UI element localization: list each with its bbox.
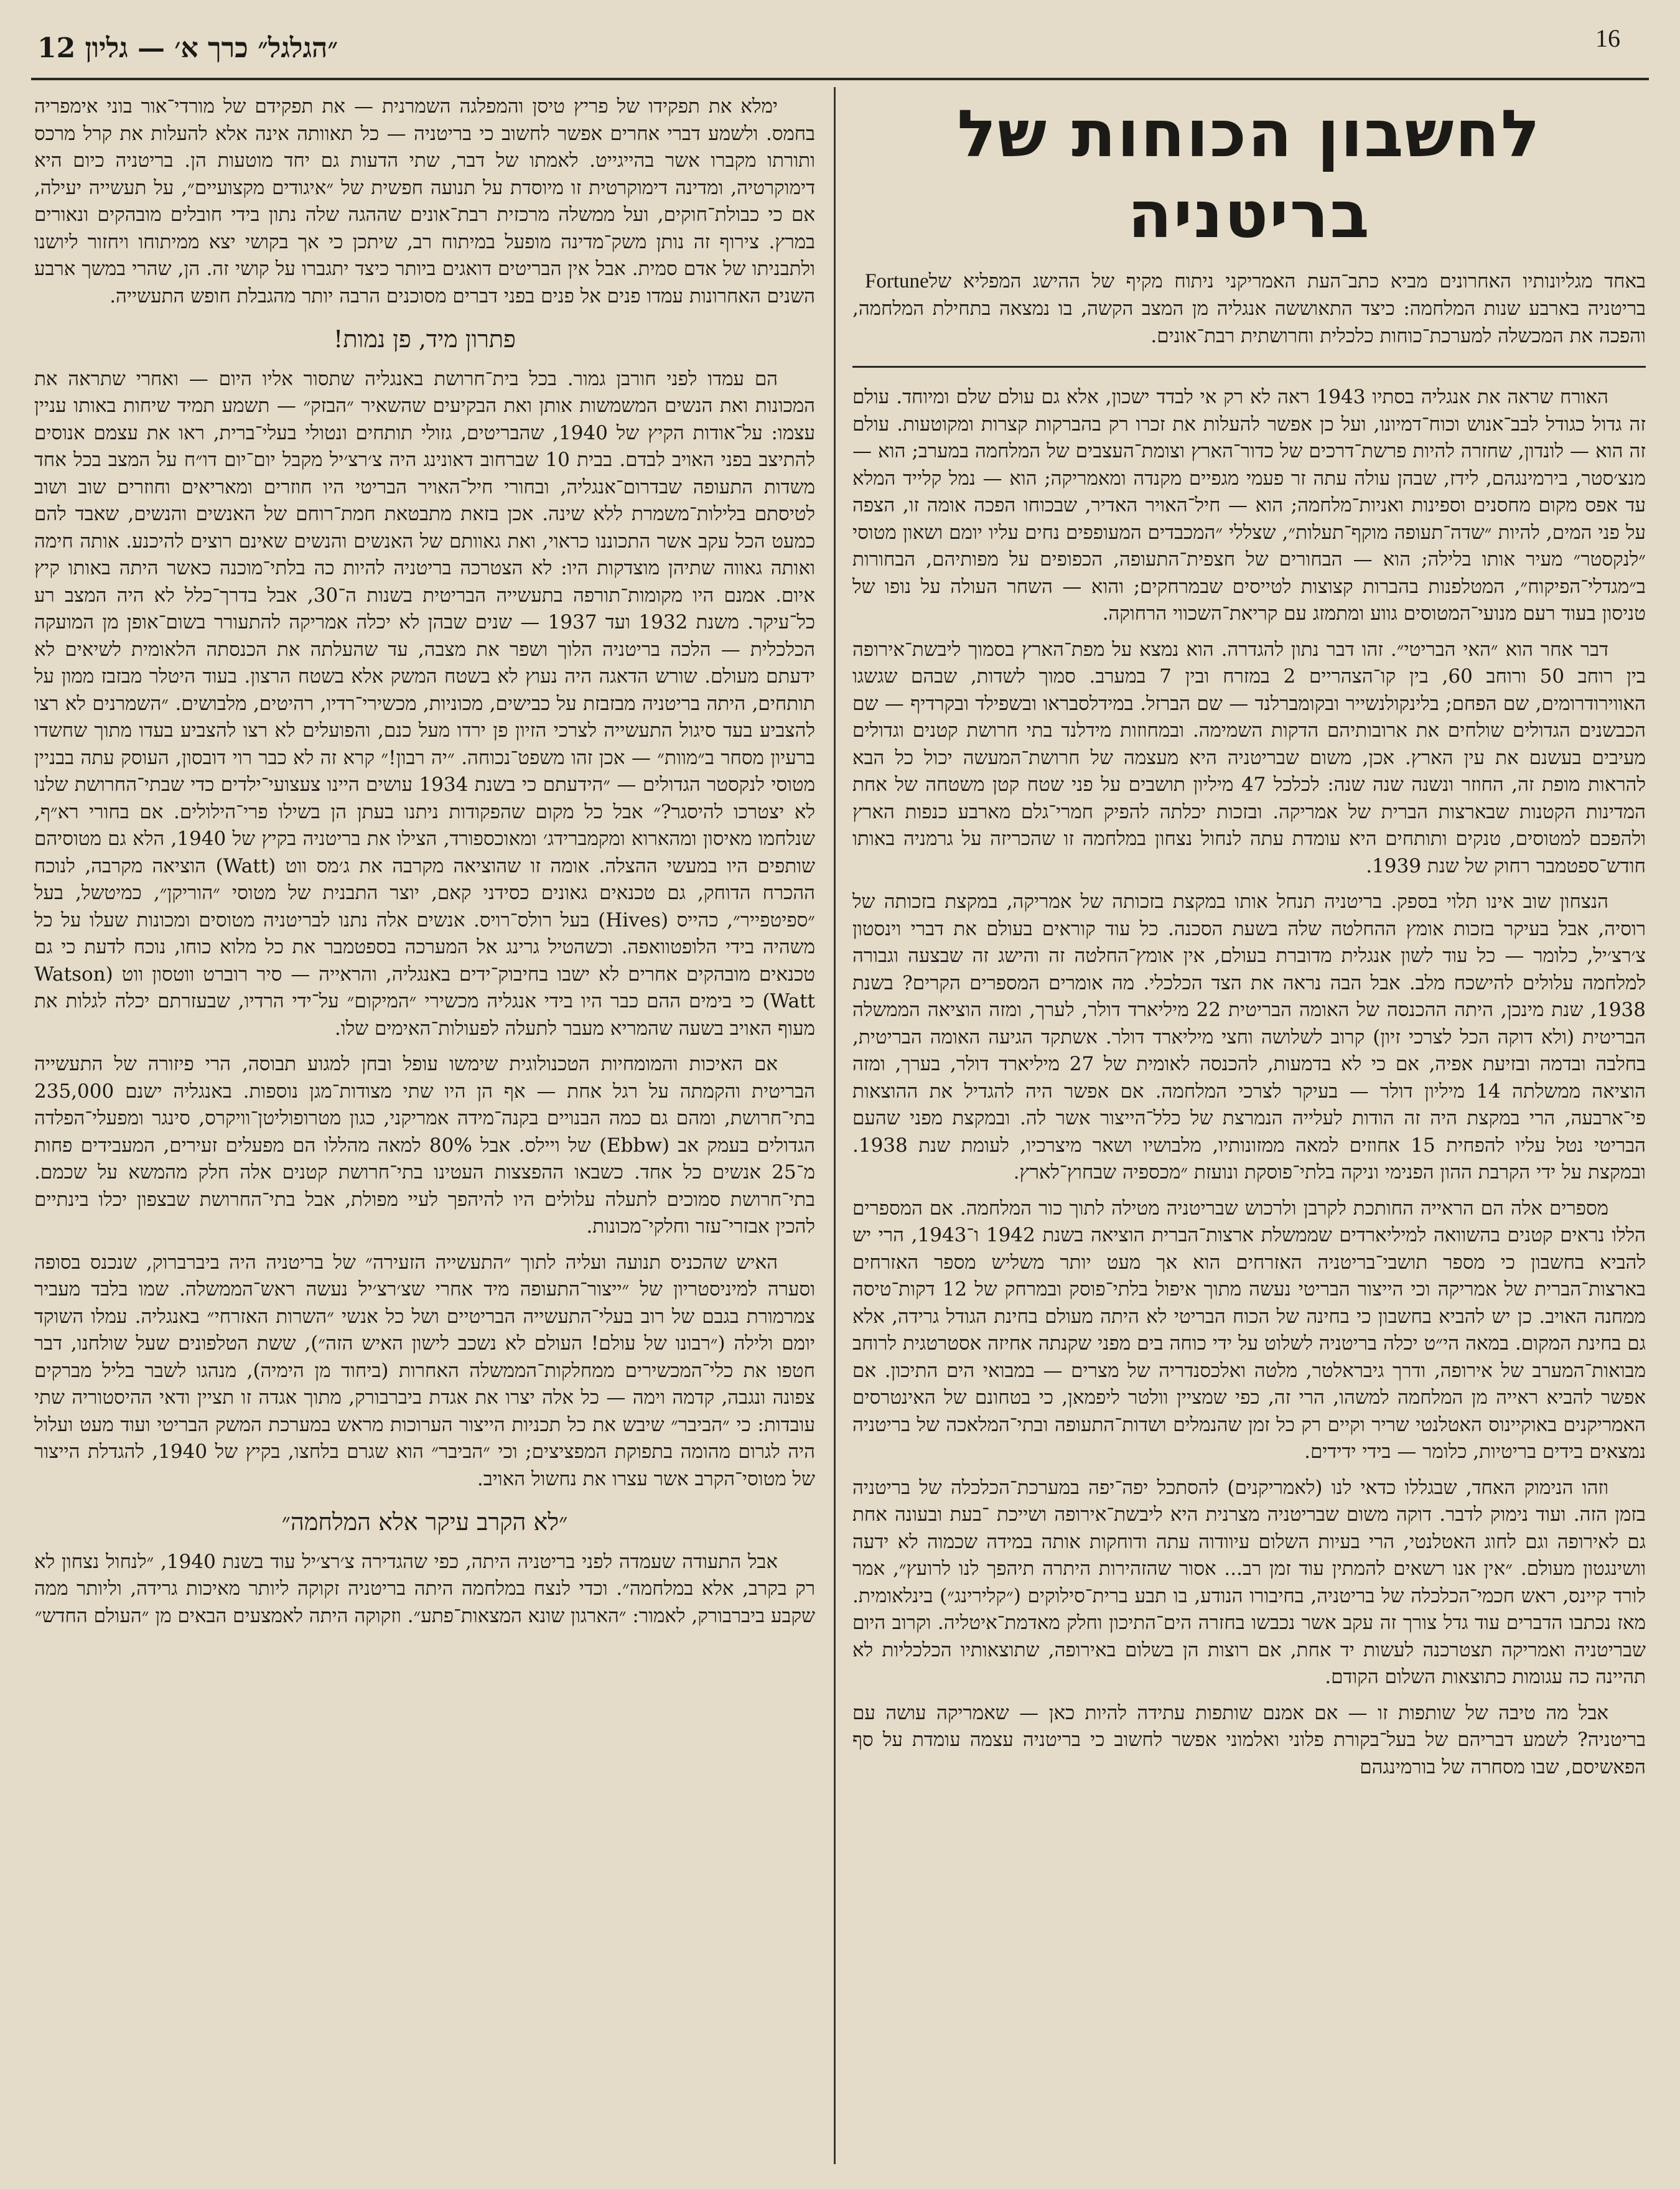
subheading: ״לא הקרב עיקר אלא המלחמה״	[281, 1508, 568, 1536]
left-column	[34, 93, 815, 2164]
subheading: פתרון מיד, פן נמות!	[334, 325, 516, 353]
paragraph: אבל מה טיבה של שותפות זו — אם אמנם שותפות עתידה להיות כאן — שאמריקה עושה עם בריטניה? לשמע דבריהם של בעל־בקורת פלוני ואלמוני אפשר לחשוב כי בריטניה עצמה עומדת על סף הפאשיסם, שבו מסחרה של בורמינגהם	[852, 1701, 1646, 1778]
paragraph: הם עמדו לפני חורבן גמור. בכל בית־חרושת באנגליה שתסור אליו היום — ואחרי שתראה את המכונות ואת הנשים המשמשות אותן ואת הבקיעים שהשאיר ״הבזק״ — תשמע תמיד שיחות באותו עניין עצמו: על־אודות הקיץ של 1940, שהבריטים, גזולי תותחים ונטולי בעלי־ברית, ראו את עצמם אנוסים להתיצב בפני האויב לבדם. בבית 10 שברחוב דאונינג היה צ׳רצ׳יל מקבל יום־יום דו״ח על המצב בכל אחד משדות התעופה שבדרום־אנגליה, ובחורי חיל־האויר הבריטי היו חוזרים ומאריאים וחוזרים שוב ושוב לטיסתם בלילות־משמרת ללא שינה. אכן בזאת מתבטאת חמת־רוחם של האנשים והנשים, שאבד להם כמעט הכל עקב אשר התכוננו כראוי, ואת גאוותם של האנשים והנשים שאינם רוצים להיכנע. אותה חימה ואותה גאווה שתיהן מוצדקות היו: לא הצטרכה בריטניה להיות כה בלתי־מוכנה כאשר היתה באותו קיץ איום. אמנם היו מקומות־תורפה בתעשייה הבריטית בשנות ה־30, אבל בדרך־כלל לא היה המצב רע כל־עיקר. משנת 1932 ועד 1937 — שנים שבהן לא יכלה אמריקה להתעורר בשום־אופן מן המועקה הכלכלית — הלכה בריטניה הלוך ושפר את מצבה, עד שהעלתה את הכנסתה הלאומית לשיאים לא ידעתם מעולם. שורש הדאגה היה נעוץ לא בשטח המשק אלא בשטח הרצון. בעוד היטלר מבזבז ממון על תותחים, היתה בריטניה מבזבזת על כבישים, מכוניות, מכשירי־רדיו, רהיטים, מלבושים. ״השמרנים לא רצו להצביע בעד סיגול התעשייה לצרכי הזיון פן ירדו מעל כנם, והפועלים לא רצו להצביע בעדו מתוך שחשדו ברעיון מסחר ב״מוות״ — אכן זהו משפט־נכוחה. ״יה רבון!״ קרא זה לא כבר רוי דובסון, העוסק עתה בבניין מטוסי לנקסטר הגדולים — ״הידעתם כי בשנת 1934 עושים היינו צעצועי־ילדים כדי שבתי־החרושת שלנו לא יצטרכו להיסגר?״ אבל כל מקום שהפקודות ניתנו בעתן הן בשילו פרי־הילולים. אם בחורי רא״ף, שנלחמו מאיסון ומהארוא ומקמברידג׳ ומאוכספורד, הצילו את בריטניה בקיץ של 1940, הלא גם מטוסיהם שותפים היו במעשי ההצלה. אומה זו שהוציאה מקרבה את ג׳מס ווט (Watt) הוציאה מקרבה, לנוכח ההכרח הדוחק, גם טכנאים גאונים כסידני קאם, יוצר התבנית של מטוסי ״הוריקן״, כמיטשל, בעל ״ספיטפייר״, כהייס (Hives) בעל רולס־רויס. אנשים אלה נתנו לבריטניה מטוסים ומכונות שעלו על כל משהיה בידי הלופטוואפה. וכשהטיל גרינג אל המערכה בספטמבר את כל מלוא כוחו, נוכח לדעת כי גם טכנאים מובהקים אחרים לא ישבו בחיבוק־ידים באנגליה, והראייה — סיר רוברט ווטסון ווט (Watson Watt) כי בימים ההם כבר היו בידי אנגליה מכשירי ״המיקום״ על־ידי הרדיו, שבעזרתם יכלה לגלות את מעוף האויב בשעה שהמריא מעבר לתעלה לפעולות־האימים שלו.	[34, 367, 815, 1040]
right-column	[852, 93, 1646, 2164]
paragraph: אם האיכות והמומחיות הטכנולוגית שימשו עופל ובחן למגוע תבוסה, הרי פיזורה של התעשייה הבריטית והקמתה על רגל אחת — אף הן היו שתי מצודות־מגן נוספות. באנגליה ישנם 235,000 בתי־חרושת, ומהם גם כמה הבנויים בקנה־מידה אמריקני, כגון מטרופוליטן־וויקרס, סינגר ומפעלי־הפלדה הגדולים בעמק אב (Ebbw) של ויילס. אבל 80% למאה מהללו הם מפעלים זעירים, המעבידים פחות מ־25 אנשים כל אחד. כשבאו ההפצצות העטינו בתי־חרושת קטנים אלה חלק מהמשא על שכמם. בתי־חרושת סמוכים לתעלה עלולים היו להיהפך לעיי מפולת, אבל בתי־החרושת שבצפון יכלו בינתיים להכין אבזרי־עזר וחלקי־מכונות.	[34, 1053, 815, 1238]
article-title: לחשבון הכוחות של בריטניה	[957, 96, 1541, 253]
page-number: 16	[1595, 24, 1620, 52]
paragraph: וזהו הנימוק האחד, שבגללו כדאי לנו (לאמריקנים) להסתכל יפה־יפה במערכת־הכלכלה של בריטניה בזמן הזה. ועוד נימוק לדבר. דוקה משום שבריטניה מצרנית היא ליבשת־אירופה ושייכת ־בעת ובעונה אחת גם לאירופה וגם לחוג האטלנטי, הרי בעיות השלום עיוודוה עתה ודוחקות אותה במידה שכמוה לא ידעה וושינגטון מעולם. ״אין אנו רשאים להמתין עוד זמן רב... אסור שהזהירות היתרה תיהפך לנו לרועץ״, אמר לורד קיינס, ראש חכמי־הכלכלה של בריטניה, בחיבורו הנודע, בו תבע ברית־סילוקים (״קלירינג״) בינלאומית. מאז נכתבו הדברים עוד גדל צורך זה עקב אשר נכבשו בחזרה הים־התיכון וחלק מאדמת־איטליה. וקרוב היום שבריטניה ואמריקה תצטרכנה לעשות יד אחת, אם רוצות הן בשלום באירופה, שתוצאותיו הכלכליות לא תהיינה כה עגומות כתוצאות השלום הקודם.	[852, 1476, 1646, 1688]
paragraph: דבר אחר הוא ״האי הבריטי״. זהו דבר נתון להגדרה. הוא נמצא על מפת־הארץ בסמוך ליבשת־אירופה בין רוחב 50 ורוחב 60, בין קו־הצהריים 2 במזרח ובין 7 במערב. סמוך לשדות, שבהם שגשגו האווירודרומים, שם הפחם; בלינקולנשייר ובקומברלנד — שם הברזל. במידלסבראו ובשפילד ובקרדיף — שם הכבשנים הגדולים שולחים את ארובותיהם הדקות השמימה. ובמחוזות מידלנד בתי חרושת קטנים וגדולים מעיבים בעשנם את עין הארץ. אכן, משום שבריטניה היא מעצמה של חרושת־המעשה יכול כל הבא להראות מופת זה, החוזר ונשנה שנה שנה: לכלכל 47 מיליון תושבים על פני שטח קטן משטחה של אחת המדינות הקטנות שבארצות הברית של אמריקה. ובזכות יכלתה להפיק חמרי־גלם מארבע כנפות הארץ ולהפכם למטוסים, טנקים ותותחים היא עומדת עתה לנחול נצחון במלחמה זו שהכריזה על גרמניה באותו חודש־ספטמבר רחוק של שנת 1939.	[852, 638, 1646, 877]
column-divider	[834, 87, 836, 2164]
paragraph: מספרים אלה הם הראייה החותכת לקרבן ולרכוש שבריטניה מטילה לתוך כור המלחמה. אם המספרים הללו נראים קטנים בהשוואה למיליארדים שממשלת ארצות־הברית הוציאה בשנת 1942 ו־1943, הרי יש להביא בחשבון כי מספר תושבי־בריטניה האזרחים הוא אך מעט יותר משליש מספר האזרחים בארצות־הברית של אמריקה וכי הייצור הבריטי נעשה מתוך איפול בלתי־פוסק ובמרחק של 12 דקות־טיסה ממחנה האויב. כן יש להביא בחשבון כי בחינה של הכוח הבריטי לא היתה מעולם בחינת הגודל גרידה, אלא גם בחינת המקום. במאה הי״ט יכלה בריטניה לשלוט על ידי כוחה בים מפני שקנתה אחיזה אסטרטגית לרוחב מבואות־המערב של אירופה, ודרך גיבראלטר, מלטה ואלכסנדריה של מצרים — במבואי הים התיכון. אם אפשר להביא ראייה מן המלחמה למשהו, הרי זה, כפי שמציין וולטר ליפמאן, כי בטחונם של האינטרסים האמריקנים באוקיינוס האטלנטי שריר וקיים רק כל זמן שהנמלים ושדות־התעופה ובתי־המלאכה של בריטניה נמצאים בידים בריטיות, כלומר — בידי ידידים.	[852, 1197, 1646, 1463]
paragraph: הנצחון שוב אינו תלוי בספק. בריטניה תנחל אותו במקצת בזכותה של אמריקה, במקצת בזכותה של רוסיה, אבל בעיקר בזכות אומץ ההחלטה שלה בשעת הסכנה. כל עוד קוראים בעולם את דברי וינסטון צ׳רצ׳יל, כלומר — כל עוד לשון אנגלית מדוברת בעולם, אין אומץ־החלטה זה והישג זה שבצעה וגבורה למלחמה עלולים להישכח מלב. אבל הבה נראה את הצד הכלכלי. מה אומרים המספרים הקרים? בשנת 1938, שנת מינכן, היתה ההכנסה של האומה הבריטית 22 מיליארד דולר, לערך, ומזה הוציאה הממשלה הבריטית (ולא דוקה הכל לצרכי זיון) קרוב לשלושה וחצי מיליארד דולר. אשתקד הגיעה האומה הבריטית, בחלבה ובדמה ובזיעת אפיה, אם כי לא בדמעות, להכנסה לאומית של 27 מיליארד דולר, בערך, ומזה הוציאה ממשלתה 14 מיליון דולר — בעיקר לצרכי המלחמה. אם אפשר היה להגדיל את ההוצאות פי־ארבעה, הרי במקצת היה זה הודות לעלייה הנמרצת של כלל־הייצור אשר לה. ובמקצת מפני שהעם הבריטי נטל עליו להפחית 15 אחוזים למאה ממזונותיו, מלבושיו ושאר מיצרכיו, לעומת שנת 1938. ובמקצת על ידי הקרבת ההון הפנימי וניקה בלתי־פוסקת ונועזת ״מכספיה שבחוץ־לארץ.	[852, 890, 1646, 1183]
running-title: ״הגלגל״ כרך א׳ — גליון 12	[37, 32, 338, 64]
paragraph: ימלא את תפקידו של פריץ טיסן והמפלגה השמרנית — את תפקידם של מורדי־אור בוני אימפריה בחמס. ולשמע דברי אחרים אפשר לחשוב כי בריטניה — כל תאוותה אינה אלא להעלות את קרל מרכס ותורתו מקברו אשר בהייגייט. לאמתו של דבר, שתי הדעות גם יחד מוטעות הן. בריטניה כיום היא דימוקרטיה, ומדינה דימוקרטית זו מיוסדת על תנועה חפשית של ״איגודים מקצועיים״, על תעשייה יעילה, אם כי כבולת־חוקים, ועל ממשלה מרכזית רבת־אונים שההגה שלה נתון בידי חובלים מובהקים ונאורים במרץ. צירוף זה נותן משק־מדינה מופעל במיתוח רב, שיתכן כי אך בקושי יצא ממיתוחו ויחזור ליושנו ולתבניתו של אדם סמית. אבל אין הבריטים דואגים ביותר כיצד יתגברו על קושי זה. הן, שהרי במשך ארבע השנים האחרונות עמדו פנים אל פנים בפני דברים מסוכנים הרבה יותר מהגבלת חופש התעשייה.	[34, 95, 815, 307]
header-rule	[31, 78, 1649, 80]
intro-rule	[852, 366, 1646, 368]
paragraph: אבל התעודה שעמדה לפני בריטניה היתה, כפי שהגדירה צ׳רצ׳יל עוד בשנת 1940, ״לנחול נצחון לא רק בקרב, אלא במלחמה״. וכדי לנצח במלחמה היתה בריטניה זקוקה ליותר מאיכות גרידה, וליותר ממה שקבע ביברבורק, לאמור: ״הארגון שונא המצאות־פתע״. וזקוקה היתה לאמצעים הבאים מן ״העולם החדש״	[34, 1550, 815, 1627]
article-intro	[852, 268, 1646, 350]
intro-text: באחד מגליונותיו האחרונים מביא כתב־העת האמריקני ניתוח מקיף של ההישג המפליא של בריטניה בארבע שנות המלחמה: כיצד התאוששה אנגליה מן המצב הקשה, בו נמצאה בתחילת המלחמה, והפכה את המכשלה למערכת־כוחות כלכלית וחרושתית רבת־אונים.	[852, 270, 1646, 347]
intro-source: Fortune	[865, 270, 929, 292]
paragraph: האיש שהכניס תנועה ועליה לתוך ״התעשייה הזעירה״ של בריטניה היה ביברברוק, שנכנס בסופה וסערה למיניסטריון של ״ייצור־התעופה מיד אחרי שצ׳רצ׳יל נעשה ראש־הממשלה. שמו בלבד מעביר צמרמורת בגבם של רוב בעלי־התעשייה הבריטיים ושל כל אנשי ״השרות האזרחי״ באנגליה. עמלו השוקד יומם ולילה (״רבונו של עולם! העולם לא נשכב לישון האיש הזה״), ששת הטלפונים שעל שולחנו, דבר חטפו את כלי־המכשירים ממחלקות־הממשלה האחרות (ביחוד מן הימיה), מנהגו לשבר בליל מברקים צפונה ונגבה, קדמה וימה — כל אלה יצרו את אגדת ביברבורק, מתוך אגדה זו תציין ודאי ההיסטוריה שתי עובדות: כי ״הביבר״ שיבש את כל תכניות הייצור הערוכות מראש במערכת המשק הבריטי ועוד מעט ועלול היה לגרום מהומה בתפוקת המפציצים; וכי ״הביבר״ הוא שגרם בלחצו, בקיץ של 1940, להגדלת הייצור של מטוסי־הקרב אשר עצרו את נחשול האויב.	[34, 1251, 815, 1490]
paragraph: האורח שראה את אנגליה בסתיו 1943 ראה לא רק אי לבדד ישכון, אלא גם עולם שלם ומיוחד. עולם זה גדול כגודל לבב־אנוש וכוח־דמיונו, ועל כן אפשר להעלות את זכרו רק בהברקות קצרות ומקוטעות. עולם זה הוא — לונדון, שחזרה להיות פרשת־דרכים של כדור־הארץ וצומת־העצבים של המלחמה במערב; הוא — מנצ׳סטר, בירמינגהם, לידז, שבהן עולה עתה זר פעמי מגפיים מקנדה ומאמריקה; הוא — נמל קלייד המלא עד אפס מקום מחסנים וספינות ואניות־מלחמה; הוא — חיל־האויר האדיר, שבכוחו הפכה אומה זו, הצפה על פני המים, להיות ״שדה־תעופה מוקף־תעלות״, שצללי ״המכבדים המעופפים נחים עליו יומם ושאון מטוסי ״לנקסטר״ מעיר אותו בלילה; הוא — הבחורים של חצפית־התעופה, הכפופים על מפותיהם, הבחורות ב״מגדלי־הפיקוח״, המטלפנות בהברות קצוצות לטייסים שבמרחקים; והוא — השחר העולה על נופו של טניסון בעוד רעם מנועי־המטוסים גווע ומתמזג עם קריאת־השכווי הרחוקה.	[852, 386, 1646, 625]
